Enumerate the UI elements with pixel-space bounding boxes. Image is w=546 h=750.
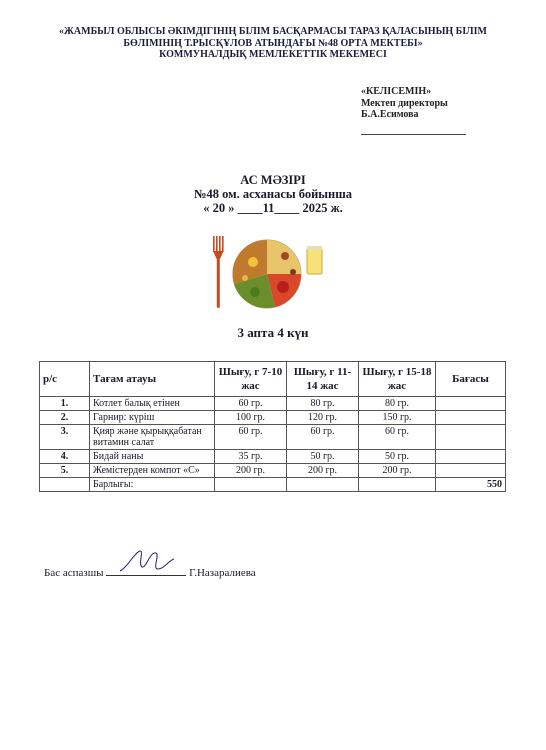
portion-11-14: 60 гр.	[287, 425, 359, 450]
menu-title-date: « 20 » ____11____ 2025 ж.	[203, 201, 343, 215]
dish-name: Қияр және қырыққабатан витамин салат	[90, 425, 215, 450]
portion-7-10: 100 гр.	[215, 411, 287, 425]
row-number: 3.	[40, 425, 90, 450]
total-row	[40, 478, 506, 492]
document-header	[30, 26, 516, 61]
table-header-row	[40, 362, 506, 397]
col-header-portion-15-18: Шығу, г 15-18 жас	[359, 362, 436, 397]
portion-15-18: 150 гр.	[359, 411, 436, 425]
table-row	[40, 464, 506, 478]
signature-line	[361, 134, 466, 135]
dish-price	[436, 450, 506, 464]
approval-name: Б.А.Есимова	[361, 109, 419, 120]
chef-name: Г.Назаралиева	[189, 567, 256, 579]
dish-price	[436, 397, 506, 411]
col-header-portion-11-14: Шығу, г 11-14 жас	[287, 362, 359, 397]
dish-name: Котлет балық етінен	[90, 397, 215, 411]
menu-title	[0, 173, 546, 215]
header-line-1: «ЖАМБЫЛ ОБЛЫСЫ ӘКІМДІГІНІҢ БІЛІМ БАСҚАРМАСЫ ТАРАЗ ҚАЛАСЫНЫҢ БІЛІМ	[59, 26, 487, 37]
fork-icon	[213, 236, 224, 308]
approval-position: Мектеп директоры	[361, 97, 448, 109]
dish-price	[436, 464, 506, 478]
row-number: 5.	[40, 464, 90, 478]
portion-7-10: 60 гр.	[215, 425, 287, 450]
total-empty-cell	[287, 478, 359, 492]
portion-7-10: 35 гр.	[215, 450, 287, 464]
total-empty-cell	[40, 478, 90, 492]
menu-title-canteen: №48 ом. асханасы бойынша	[193, 187, 353, 201]
col-header-price: Бағасы	[436, 362, 506, 397]
chef-role: Бас аспазшы	[44, 567, 104, 579]
total-empty-cell	[215, 478, 287, 492]
plate-icon	[232, 240, 301, 308]
juice-glass-icon	[307, 246, 322, 274]
portion-11-14: 50 гр.	[287, 450, 359, 464]
table-row	[40, 425, 506, 450]
chef-signature-line	[44, 565, 256, 579]
portion-15-18: 50 гр.	[359, 450, 436, 464]
signature-blank	[106, 565, 186, 576]
dish-name: Гарнир: күріш	[90, 411, 215, 425]
col-header-dish: Тағам атауы	[90, 362, 215, 397]
total-empty-cell	[359, 478, 436, 492]
portion-11-14: 80 гр.	[287, 397, 359, 411]
table-row	[40, 397, 506, 411]
portion-15-18: 200 гр.	[359, 464, 436, 478]
food-plate-illustration	[205, 232, 330, 312]
table-row	[40, 450, 506, 464]
menu-title-main: АС МӘЗІРІ	[240, 173, 306, 187]
row-number: 1.	[40, 397, 90, 411]
dish-price	[436, 411, 506, 425]
week-day-label: 3 апта 4 күн	[237, 325, 309, 340]
dish-name: Бидай наны	[90, 450, 215, 464]
header-line-3: КОММУНАЛДЫҚ МЕМЛЕКЕТТІК МЕКЕМЕСІ	[159, 49, 387, 60]
portion-11-14: 120 гр.	[287, 411, 359, 425]
row-number: 2.	[40, 411, 90, 425]
portion-7-10: 60 гр.	[215, 397, 287, 411]
portion-11-14: 200 гр.	[287, 464, 359, 478]
portion-15-18: 60 гр.	[359, 425, 436, 450]
approval-title: «КЕЛІСЕМІН»	[361, 86, 432, 97]
portion-7-10: 200 гр.	[215, 464, 287, 478]
portion-15-18: 80 гр.	[359, 397, 436, 411]
signature-icon	[116, 547, 176, 575]
approval-block	[361, 86, 521, 135]
total-label: Барлығы:	[90, 478, 215, 492]
header-line-2: БӨЛІМІНІҢ Т.РЫСҚҰЛОВ АТЫНДАҒЫ №48 ОРТА МЕКТЕБІ»	[123, 37, 423, 49]
col-header-number: р/с	[40, 362, 90, 397]
dish-name: Жемістерден компот «С»	[90, 464, 215, 478]
dish-price	[436, 425, 506, 450]
row-number: 4.	[40, 450, 90, 464]
menu-table	[39, 361, 506, 492]
table-row	[40, 411, 506, 425]
total-price: 550	[436, 478, 506, 492]
col-header-portion-7-10: Шығу, г 7-10 жас	[215, 362, 287, 397]
